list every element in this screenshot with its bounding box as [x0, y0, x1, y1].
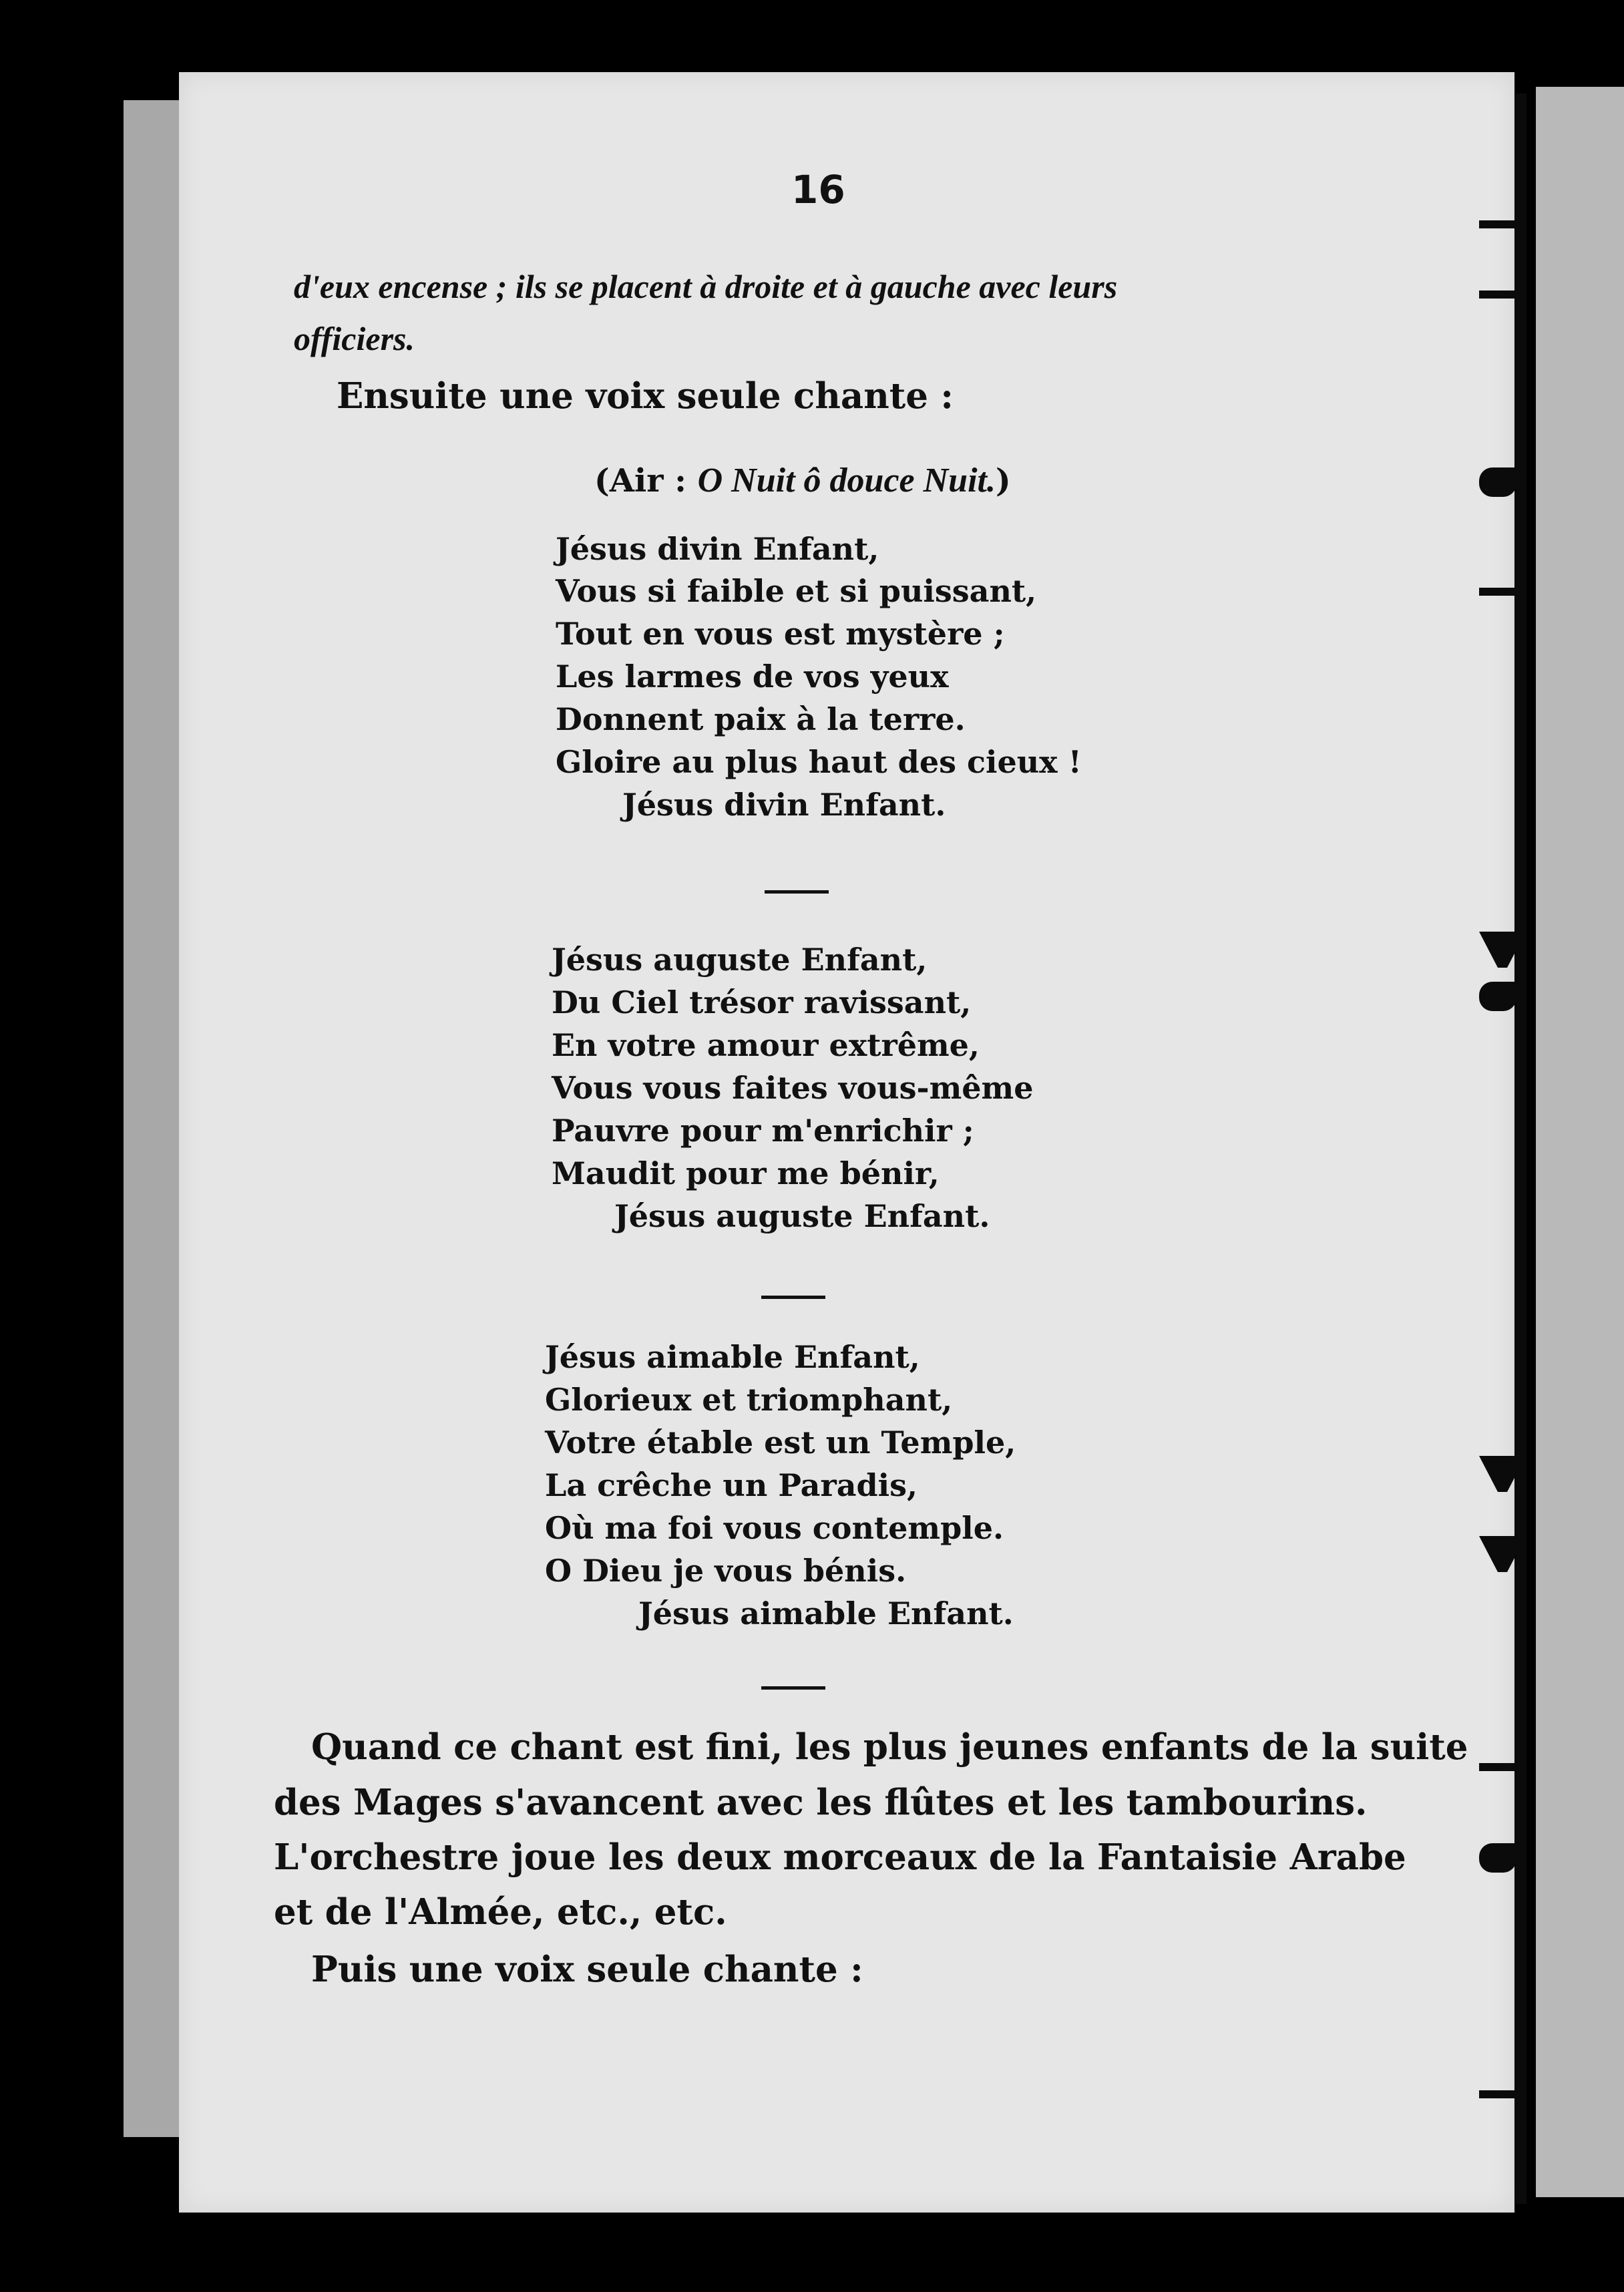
- binding-stitch: [1479, 2090, 1526, 2098]
- verse-line: Vous si faible et si puissant,: [556, 573, 1037, 609]
- verse-line: Jésus divin Enfant,: [556, 531, 879, 567]
- verse-line: Vous vous faites vous-même: [552, 1070, 1034, 1106]
- air-indication: [594, 461, 1011, 500]
- verse-line: Où ma foi vous contemple.: [545, 1510, 1004, 1546]
- paragraph-line: et de l'Almée, etc., etc.: [274, 1891, 727, 1933]
- binding-stitch: [1479, 588, 1526, 596]
- binding-knot: [1479, 1843, 1516, 1873]
- verse-line: Donnent paix à la terre.: [556, 701, 966, 737]
- intro-line: Ensuite une voix seule chante :: [337, 375, 954, 417]
- facing-page-edge: [1536, 87, 1624, 2197]
- binding-stitch: [1479, 1763, 1526, 1771]
- verse-line: Glorieux et triomphant,: [545, 1382, 953, 1418]
- binding-knot: [1479, 982, 1516, 1011]
- page-number: 16: [791, 167, 845, 212]
- paragraph-line: Quand ce chant est fini, les plus jeunes enfants de la suite: [311, 1726, 1468, 1768]
- stage-direction-line: officiers.: [294, 320, 415, 357]
- section-divider: [761, 1296, 825, 1299]
- verse-refrain: Jésus auguste Enfant.: [614, 1198, 990, 1234]
- verse-line: Tout en vous est mystère ;: [556, 616, 1005, 652]
- final-line: Puis une voix seule chante :: [311, 1949, 863, 1990]
- verse-line: Gloire au plus haut des cieux !: [556, 744, 1082, 780]
- air-prefix: (Air :: [594, 462, 698, 500]
- verse-line: Jésus aimable Enfant,: [545, 1339, 920, 1375]
- verse-refrain: Jésus divin Enfant.: [622, 787, 946, 823]
- binding-stitch: [1479, 291, 1526, 299]
- section-divider: [765, 890, 829, 894]
- section-divider: [761, 1686, 825, 1690]
- verse-line: En votre amour extrême,: [552, 1027, 980, 1063]
- previous-page-edge: [124, 100, 186, 2137]
- air-title: O Nuit ô douce Nuit.: [697, 461, 996, 500]
- binding-stitch: [1479, 220, 1526, 228]
- verse-line: Maudit pour me bénir,: [552, 1155, 940, 1191]
- air-suffix: ): [996, 462, 1011, 500]
- verse-line: Les larmes de vos yeux: [556, 658, 949, 695]
- binding-spine: [1516, 93, 1527, 2204]
- verse-line: La crêche un Paradis,: [545, 1467, 918, 1503]
- verse-line: O Dieu je vous bénis.: [545, 1553, 907, 1589]
- stage-direction-line: d'eux encense ; ils se placent à droite et à gauche avec leurs: [294, 268, 1118, 305]
- paragraph-line: des Mages s'avancent avec les flûtes et les tambourins.: [274, 1782, 1368, 1823]
- binding-knot: [1479, 467, 1516, 497]
- verse-line: Pauvre pour m'enrichir ;: [552, 1113, 974, 1149]
- verse-line: Du Ciel trésor ravissant,: [552, 984, 972, 1020]
- verse-line: Jésus auguste Enfant,: [552, 942, 928, 978]
- verse-refrain: Jésus aimable Enfant.: [638, 1595, 1014, 1632]
- verse-line: Votre étable est un Temple,: [545, 1424, 1016, 1461]
- paragraph-line: L'orchestre joue les deux morceaux de la Fantaisie Arabe: [274, 1837, 1406, 1878]
